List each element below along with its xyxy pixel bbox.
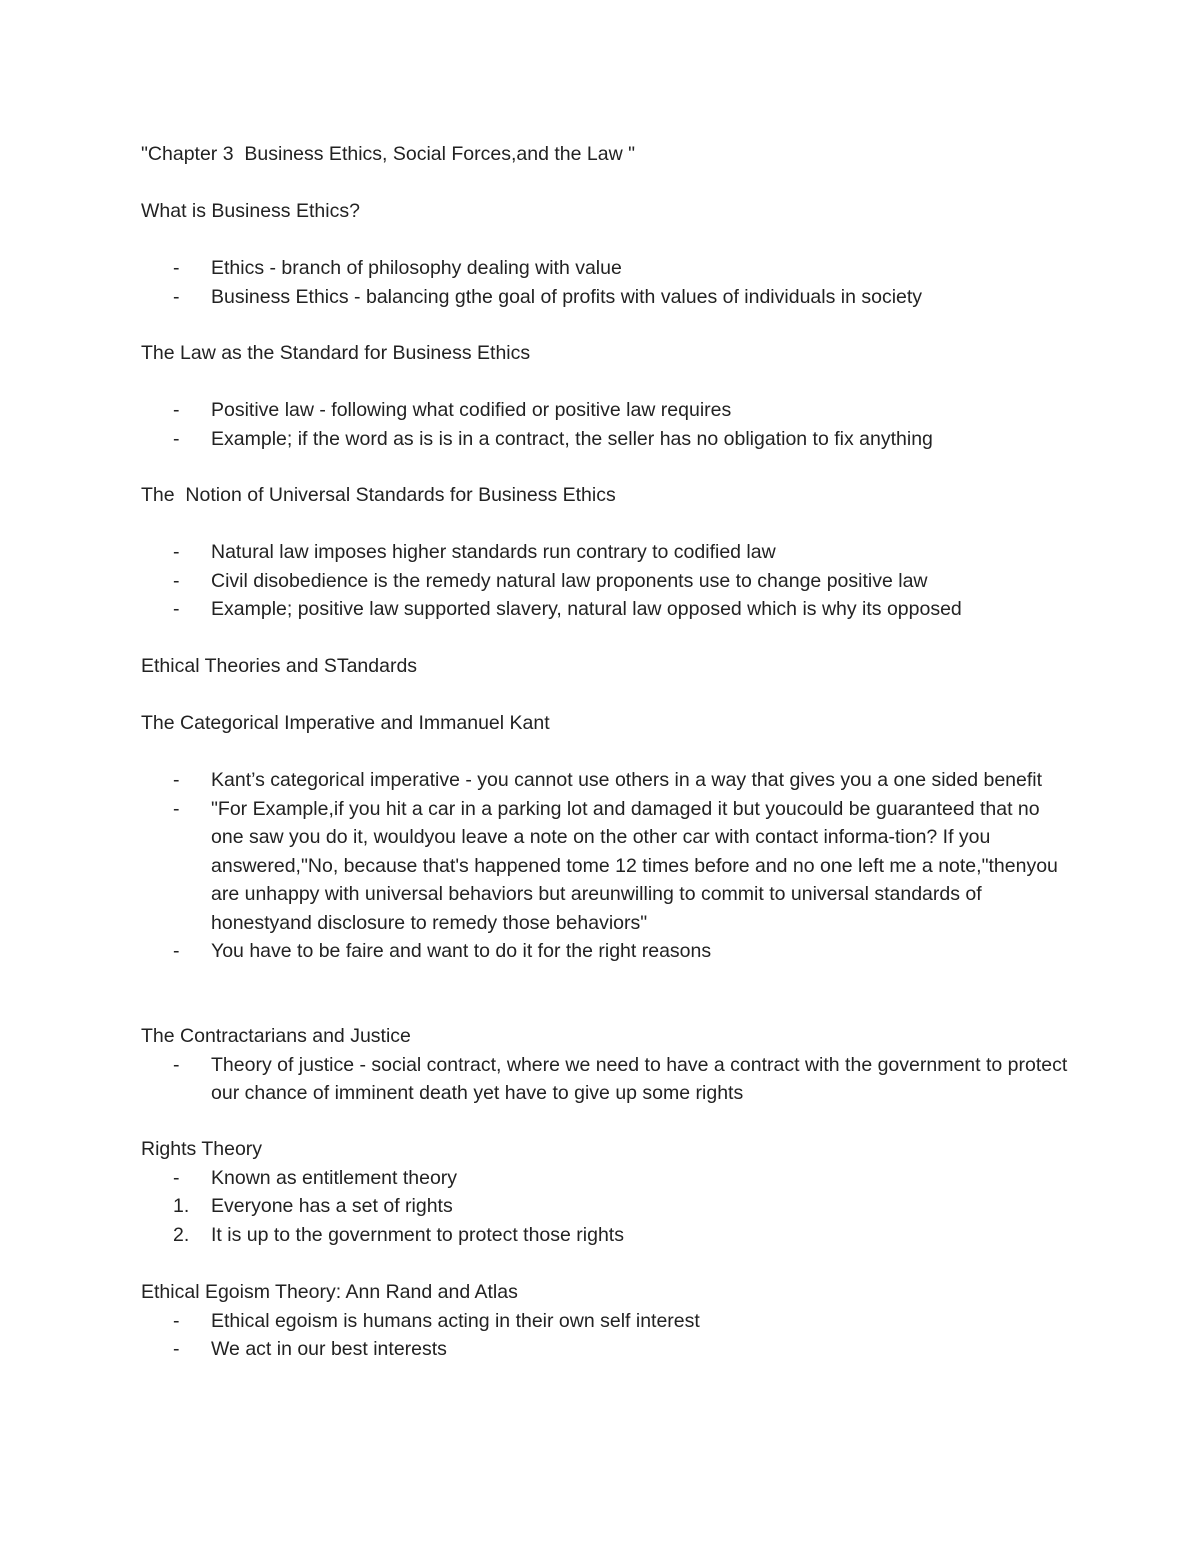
bullet-list xyxy=(141,396,1071,453)
list-marker: - xyxy=(173,940,180,962)
list-item-text: Ethics - branch of philosophy dealing with value xyxy=(211,257,622,279)
section-heading: The Categorical Imperative and Immanuel Kant xyxy=(141,712,550,734)
section-ethical-egoism xyxy=(141,1278,1071,1364)
list-item-text: Known as entitlement theory xyxy=(211,1166,458,1189)
section-heading: Ethical Egoism Theory: Ann Rand and Atlas xyxy=(141,1281,518,1303)
list-marker: - xyxy=(173,541,180,563)
list-item xyxy=(141,1192,1071,1221)
section-heading: What is Business Ethics? xyxy=(141,200,360,222)
list-marker: - xyxy=(173,1309,180,1332)
list-marker: 1. xyxy=(173,1195,190,1217)
section-law-as-standard xyxy=(141,339,1071,453)
section-universal-standards xyxy=(141,481,1071,624)
section-what-is-business-ethics xyxy=(141,197,1071,311)
list-marker: - xyxy=(173,797,180,820)
list-marker: - xyxy=(173,1166,180,1189)
list-item xyxy=(141,766,1071,795)
list-item xyxy=(141,425,1071,454)
list-item xyxy=(141,254,1071,283)
list-item xyxy=(141,283,1071,312)
list-item-text: It is up to the government to protect those rights xyxy=(211,1223,624,1246)
list-item xyxy=(141,937,1071,966)
bullet-list xyxy=(141,1051,1071,1108)
section-ethical-theories xyxy=(141,652,1071,681)
list-marker: - xyxy=(173,1053,180,1076)
list-marker: - xyxy=(173,257,180,279)
bullet-list xyxy=(141,766,1071,966)
list-item xyxy=(141,1335,1071,1364)
list-marker: - xyxy=(173,598,180,620)
list-item xyxy=(141,1164,1071,1193)
bullet-list xyxy=(141,1307,1071,1364)
list-marker: - xyxy=(173,285,180,308)
list-item-text: Positive law - following what codified or positive law requires xyxy=(211,399,732,421)
list-item xyxy=(141,538,1071,567)
list-item xyxy=(141,1307,1071,1336)
section-rights-theory xyxy=(141,1135,1071,1249)
list-item-text: You have to be faire and want to do it for the right reasons xyxy=(211,940,712,962)
list-item-text: Theory of justice - social contract, where we need to have a contract with the government to protect our chance of imminent death yet have to give up some rights xyxy=(211,1053,1068,1104)
list-marker: - xyxy=(173,427,180,450)
list-item xyxy=(141,1221,1071,1250)
list-item-text: We act in our best interests xyxy=(211,1338,447,1360)
bullet-list xyxy=(141,538,1071,624)
list-item xyxy=(141,396,1071,425)
list-item-text: Ethical egoism is humans acting in their own self interest xyxy=(211,1309,700,1332)
list-marker: - xyxy=(173,1338,180,1360)
section-heading: Rights Theory xyxy=(141,1138,263,1160)
section-contractarians xyxy=(141,1022,1071,1108)
list-item-text: Civil disobedience is the remedy natural law proponents use to change positive law xyxy=(211,569,928,592)
document-title: "Chapter 3 Business Ethics, Social Forces,and the Law " xyxy=(141,143,636,165)
list-item xyxy=(141,1051,1071,1108)
list-marker: 2. xyxy=(173,1223,190,1246)
list-item xyxy=(141,595,1071,624)
list-item-text: Natural law imposes higher standards run contrary to codified law xyxy=(211,541,776,563)
section-heading: The Law as the Standard for Business Ethics xyxy=(141,342,531,364)
list-item xyxy=(141,795,1071,938)
list-item-text: Example; if the word as is is in a contract, the seller has no obligation to fix anything xyxy=(211,427,933,450)
list-item-text: "For Example,if you hit a car in a parking lot and damaged it but youcould be guaranteed that no one saw you do it, wouldyou leave a note on the other car with contact informa-tion? If you answered,"No, because that's happened tome 12 times before and no one left me a note,"thenyou are unhappy with universal behaviors but areunwilling to commit to universal standards of honestyand disclosure to remedy those behaviors" xyxy=(211,797,1058,934)
section-categorical-imperative xyxy=(141,709,1071,966)
list-item xyxy=(141,567,1071,596)
bullet-list xyxy=(141,1164,1071,1250)
list-item-text: Everyone has a set of rights xyxy=(211,1195,453,1217)
list-item-text: Kant’s categorical imperative - you cannot use others in a way that gives you a one sided benefit xyxy=(211,769,1043,791)
list-item-text: Business Ethics - balancing gthe goal of profits with values of individuals in society xyxy=(211,285,923,308)
section-heading: The Contractarians and Justice xyxy=(141,1025,411,1047)
section-heading: Ethical Theories and STandards xyxy=(141,655,418,677)
list-marker: - xyxy=(173,769,180,791)
bullet-list xyxy=(141,254,1071,311)
section-heading: The Notion of Universal Standards for Business Ethics xyxy=(141,484,616,506)
list-marker: - xyxy=(173,399,180,421)
list-item-text: Example; positive law supported slavery, natural law opposed which is why its opposed xyxy=(211,598,962,620)
list-marker: - xyxy=(173,569,180,592)
